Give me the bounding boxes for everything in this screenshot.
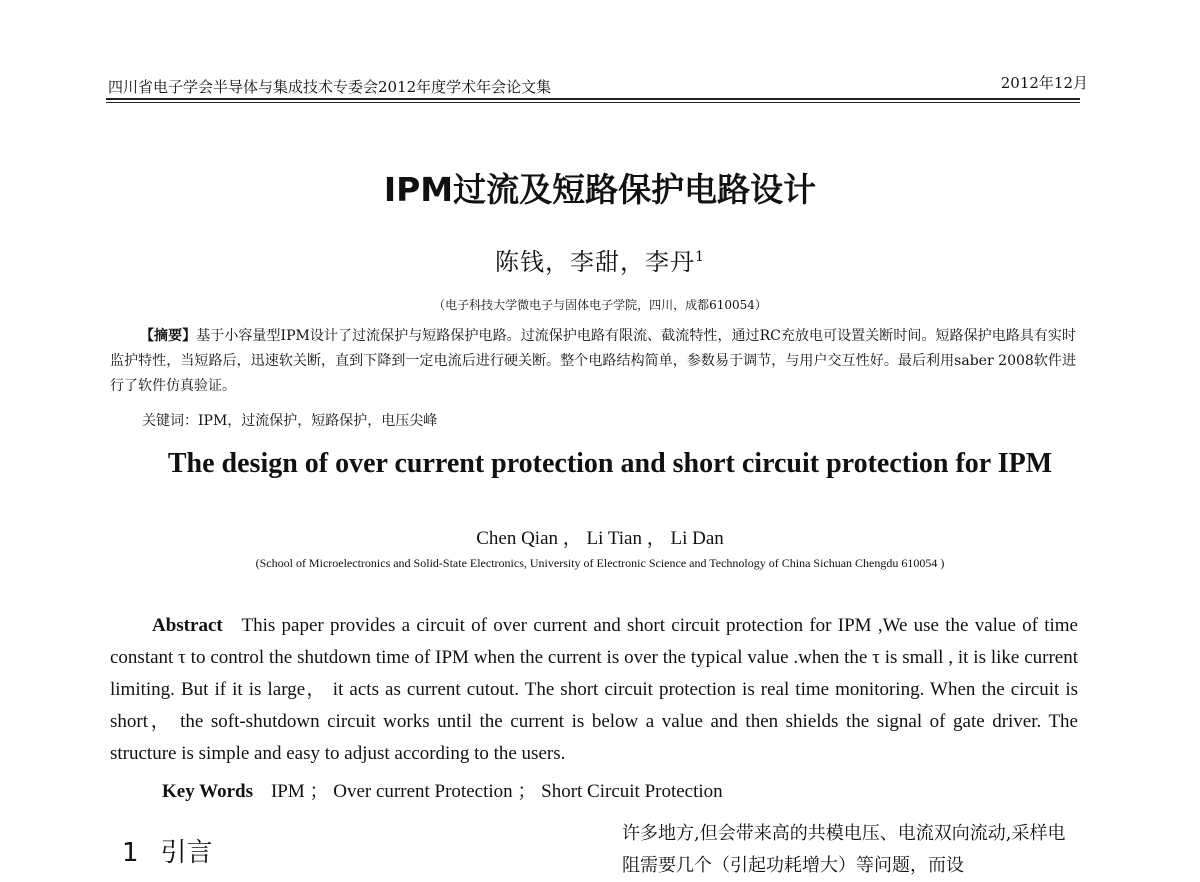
keywords-en xyxy=(162,776,723,803)
affiliation-zh: （电子科技大学微电子与固体电子学院，四川，成都610054） xyxy=(433,298,767,312)
abstract-en-label: Abstract xyxy=(152,615,223,636)
authors-en: Chen Qian ， Li Tian ， Li Dan xyxy=(476,528,724,549)
header-rule-thin xyxy=(106,102,1080,103)
abstract-zh-text: 基于小容量型IPM设计了过流保护与短路保护电路。过流保护电路有限流、截流特性，通过RC充放电可设置关断时间。短路保护电路具有实时监护特性，当短路后，迅速软关断，直到下降到一定电流后进行硬关断。整个电路结构简单，参数易于调节，与用户交互性好。最后利用saber 2008软件进行了软件仿真验证。 xyxy=(110,328,1076,394)
keywords-en-text: IPM ； Over current Protection ； Short Circuit Protection xyxy=(270,781,723,802)
affiliation-en: (School of Microelectronics and Solid-State Electronics, University of Electronic Science and Technology of China Sichuan Chengdu 610054 ) xyxy=(255,556,945,570)
authors-zh-footnote-mark: 1 xyxy=(695,249,705,265)
abstract-zh-label: 【摘要】 xyxy=(140,328,197,344)
paper-title-en: The design of over current protection and short circuit protection for IPM xyxy=(167,448,1053,479)
body-text-column-2: 许多地方,但会带来高的共模电压、电流双向流动,采样电阻需要几个（引起功耗增大）等问题，而设 xyxy=(622,823,1066,876)
authors-zh-names: 陈钱，李甜，李丹 xyxy=(495,248,696,276)
paper-title-zh: IPM过流及短路保护电路设计 xyxy=(383,170,817,209)
running-header-date: 2012年12月 xyxy=(1000,74,1088,92)
authors-zh xyxy=(0,242,1200,277)
abstract-en xyxy=(110,610,1078,770)
section-number: 1 xyxy=(122,838,139,868)
running-header-left: 四川省电子学会半导体与集成技术专委会2012年度学术年会论文集 xyxy=(108,78,552,96)
abstract-en-text: This paper provides a circuit of over current and short circuit protection for IPM ,We use the value of time constant τ to control the shutdown time of IPM when the current is over the typical value .when the τ is small , it is like current limiting. But if it is large， it acts as current cutout. The short circuit protection is real time monitoring. When the circuit is short， the soft-shutdown circuit works until the current is below a value and then shields the signal of gate driver. The structure is simple and easy to adjust according to the users. xyxy=(110,615,1078,764)
keywords-en-label: Key Words xyxy=(162,781,253,802)
keywords-zh: 关键词：IPM，过流保护，短路保护，电压尖峰 xyxy=(142,413,438,429)
section-title: 引言 xyxy=(160,838,213,868)
header-rule-thick xyxy=(106,98,1080,100)
section-heading xyxy=(122,832,235,869)
abstract-zh xyxy=(110,324,1076,399)
